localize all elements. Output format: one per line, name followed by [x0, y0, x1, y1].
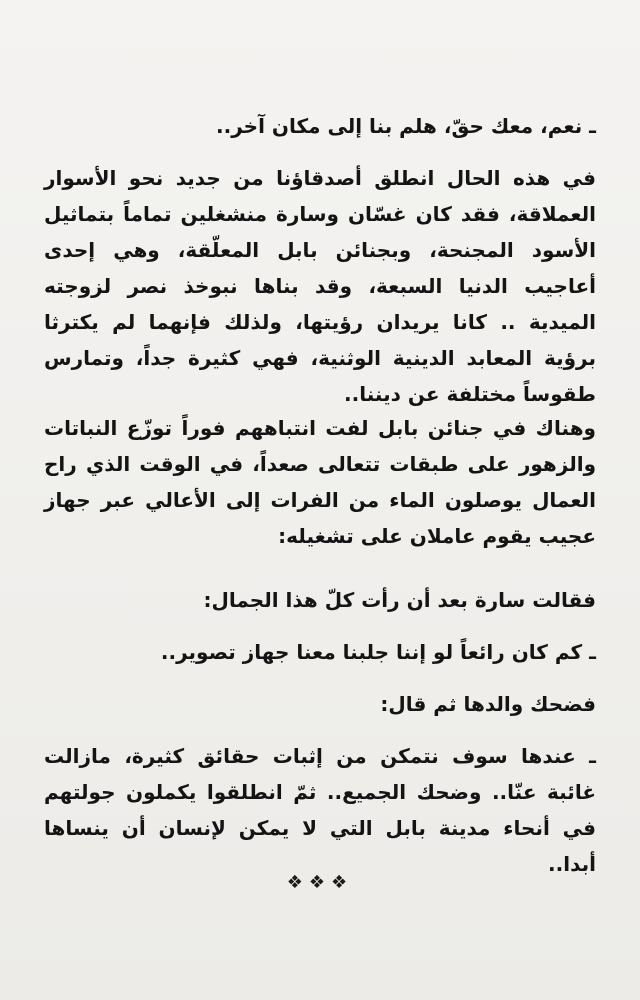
paragraph-6: فضحك والدها ثم قال:: [380, 692, 596, 716]
paragraph-1: ـ نعم، معك حقّ، هلم بنا إلى مكان آخر..: [216, 114, 596, 138]
section-divider-ornament: ❖❖❖: [286, 872, 354, 893]
paragraph-5: ـ كم كان رائعاً لو إننا جلبنا معنا جهاز تصوير..: [160, 640, 596, 664]
paragraph-3: وهناك في جنائن بابل لفت انتباههم فوراً توزّع النباتات والزهور على طبقات تتعالى صعداً، في الوقت الذي راح العمال يوصلون الماء من الفرات إلى الأعالي عبر جهاز عجيب يقوم عاملان على تشغيله:: [44, 416, 596, 548]
paragraph-4: فقالت سارة بعد أن رأت كلّ هذا الجمال:: [203, 588, 596, 612]
paragraph-2: في هذه الحال انطلق أصدقاؤنا من جديد نحو الأسوار العملاقة، فقد كان غسّان وسارة منشغلين تماماً بتماثيل الأسود المجنحة، وبجنائن بابل المعلّقة، وهي إحدى أعاجيب الدنيا السبعة، وقد بناها نبوخذ نصر لزوجته الميدية .. كانا يريدان رؤيتها، ولذلك فإنهما لم يكترثا برؤية المعابد الدينية الوثنية، فهي كثيرة جداً، وتمارس طقوساً مختلفة عن ديننا..: [44, 166, 596, 406]
paragraph-7: ـ عندها سوف نتمكن من إثبات حقائق كثيرة، مازالت غائبة عنّا.. وضحك الجميع.. ثمّ انطلقوا يكملون جولتهم في أنحاء مدينة بابل التي لا يمكن لإنسان أن ينساها أبدا..: [44, 744, 596, 876]
